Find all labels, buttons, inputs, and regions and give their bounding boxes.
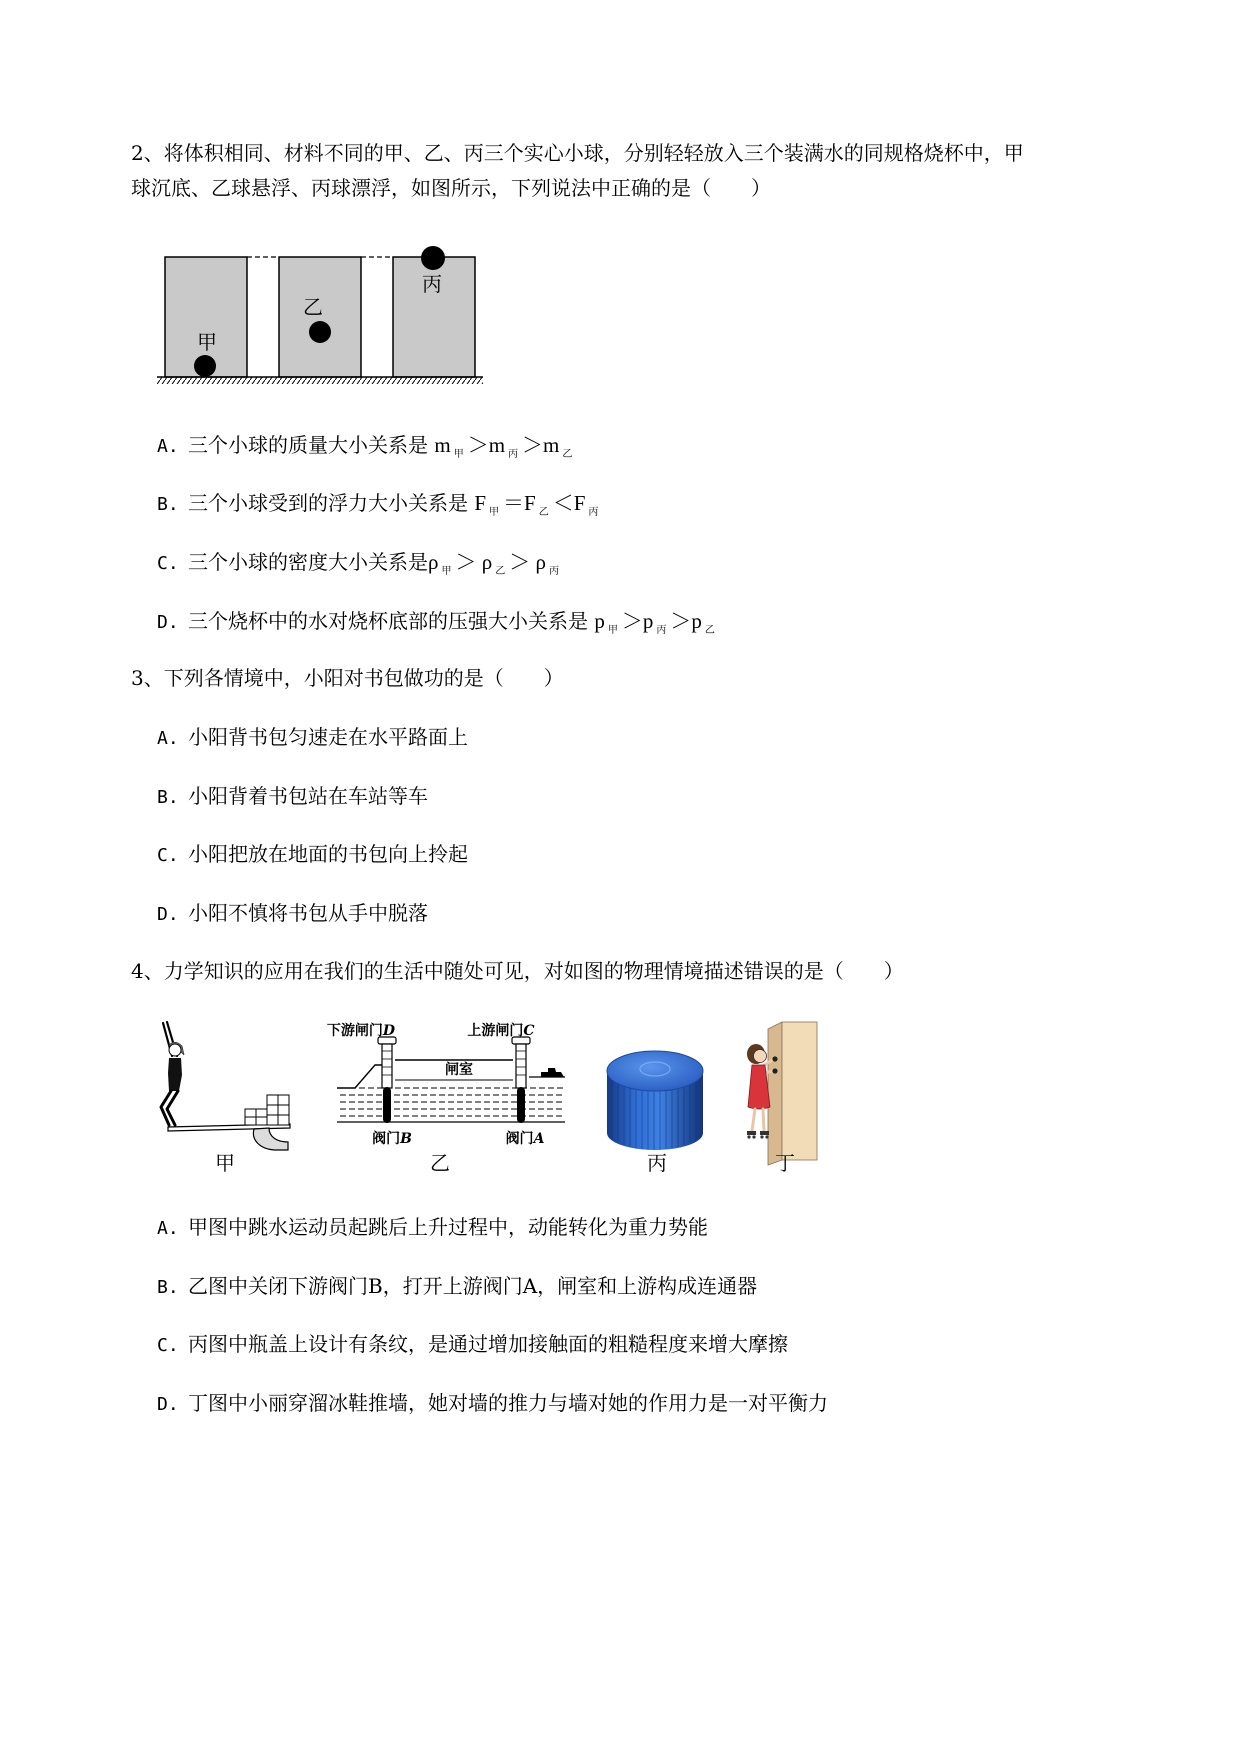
option-letter: C.	[157, 845, 179, 866]
q3-option-b	[157, 784, 428, 810]
label-valve-b	[372, 1130, 412, 1147]
formula-subscript: 丙	[508, 449, 519, 460]
option-letter: A.	[157, 436, 179, 457]
q3-option-d	[157, 901, 428, 927]
downstream-bank	[337, 1065, 383, 1088]
option-letter: A.	[157, 728, 179, 749]
ball-jia	[194, 355, 216, 377]
label-text: 下游闸门	[326, 1023, 383, 1039]
formula-term: ＜F	[552, 491, 586, 515]
stand-blocks	[245, 1095, 289, 1125]
label-chamber: 闸室	[445, 1062, 473, 1078]
q4-option-d	[157, 1391, 828, 1417]
wall-front	[782, 1022, 817, 1160]
option-letter: A.	[157, 1218, 179, 1239]
formula-subscript: 乙	[704, 625, 715, 636]
option-letter: D.	[157, 904, 179, 925]
formula-term: m	[434, 433, 451, 457]
option-text: 小阳背着书包站在车站等车	[188, 784, 428, 808]
formula-term: p	[594, 609, 605, 633]
option-letter: C.	[157, 553, 179, 574]
q2-option-c	[157, 550, 563, 579]
formula-term: ＞ ρ	[509, 550, 546, 574]
ground-hatching	[157, 377, 483, 384]
cap-top	[607, 1051, 703, 1091]
option-text: 丙图中瓶盖上设计有条纹，是通过增加接触面的粗糙程度来增大摩擦	[188, 1332, 788, 1356]
q3-option-c	[157, 842, 468, 868]
formula-subscript: 甲	[607, 625, 618, 636]
option-letter: B.	[157, 1277, 179, 1298]
option-text: 丁图中小丽穿溜冰鞋推墙，她对墙的推力与墙对她的作用力是一对平衡力	[188, 1391, 828, 1415]
panel-label-jia: 甲	[215, 1151, 235, 1175]
formula-subscript: 丙	[656, 625, 667, 636]
label-upstream-gate	[467, 1022, 534, 1039]
label-text: 上游闸门	[467, 1023, 524, 1039]
formula-subscript: 甲	[453, 449, 464, 460]
ball-yi	[309, 321, 331, 343]
ball-label-bing: 丙	[422, 272, 442, 296]
panel-yi-ship-lock	[327, 1022, 565, 1175]
option-text: 甲图中跳水运动员起跳后上升过程中，动能转化为重力势能	[188, 1215, 708, 1239]
springboard-fulcrum	[253, 1128, 288, 1150]
option-letter: D.	[157, 612, 179, 633]
formula-subscript: 乙	[562, 449, 573, 460]
option-text: 小阳背书包匀速走在水平路面上	[188, 725, 468, 749]
valve-a-bar	[517, 1087, 525, 1123]
label-text: 阀门	[505, 1131, 534, 1147]
panel-label-yi: 乙	[430, 1151, 450, 1175]
formula-term: ＞ ρ	[455, 550, 493, 574]
q4-stem: 4、力学知识的应用在我们的生活中随处可见，对如图的物理情境描述错误的是（ ）	[131, 959, 904, 983]
formula-subscript: 乙	[495, 566, 506, 577]
option-letter: D.	[157, 1394, 179, 1415]
ship	[541, 1068, 564, 1077]
label-downstream-gate	[327, 1022, 396, 1039]
q4-option-a	[157, 1215, 708, 1241]
label-letter: B	[400, 1131, 412, 1147]
gate-d	[378, 1037, 396, 1123]
option-text: 三个小球的质量大小关系是	[188, 433, 435, 457]
q4-figure-panels	[150, 1015, 840, 1185]
option-text: 乙图中关闭下游阀门B，打开上游阀门A，闸室和上游构成连通器	[188, 1274, 758, 1298]
formula-subscript: 乙	[538, 507, 549, 518]
option-text: 小阳把放在地面的书包向上拎起	[188, 842, 468, 866]
option-text: 小阳不慎将书包从手中脱落	[188, 901, 428, 925]
formula-subscript: 甲	[441, 566, 452, 577]
formula-term: ＞m	[522, 433, 560, 457]
wall-side	[768, 1022, 782, 1165]
formula-term: ＞p	[670, 609, 702, 633]
label-letter: C	[523, 1023, 535, 1039]
panel-jia-diver	[161, 1022, 290, 1175]
formula-term: ρ	[428, 550, 439, 574]
panel-label-ding: 丁	[775, 1151, 795, 1175]
ball-bing	[421, 246, 445, 270]
formula-subscript: 甲	[489, 507, 500, 518]
option-text: 三个小球受到的浮力大小关系是	[188, 491, 475, 515]
formula-term: ＞p	[621, 609, 654, 633]
q2-figure-beakers	[150, 240, 490, 390]
diver	[161, 1022, 184, 1125]
ball-label-yi: 乙	[303, 295, 323, 319]
q3-stem: 3、下列各情境中，小阳对书包做功的是（ ）	[131, 666, 564, 690]
q4-option-c	[157, 1332, 788, 1358]
label-valve-a	[506, 1130, 545, 1147]
option-letter: B.	[157, 494, 179, 515]
label-letter: D	[382, 1023, 396, 1039]
q3-option-a	[157, 725, 468, 751]
formula-term: ＝F	[503, 491, 536, 515]
panel-label-bing: 丙	[647, 1151, 667, 1175]
gate-c	[512, 1037, 530, 1123]
valve-b-bar	[383, 1087, 391, 1123]
label-letter: A	[533, 1131, 545, 1147]
option-text: 三个小球的密度大小关系是	[188, 550, 428, 574]
option-letter: C.	[157, 1335, 179, 1356]
q2-option-d	[157, 609, 719, 638]
q2-stem-line-1: 2、将体积相同、材料不同的甲、乙、丙三个实心小球，分别轻轻放入三个装满水的同规格烧杯中，甲	[131, 141, 1024, 165]
formula-term: F	[474, 491, 487, 515]
q2-stem-line-2: 球沉底、乙球悬浮、丙球漂浮，如图所示，下列说法中正确的是（ ）	[131, 176, 771, 200]
panel-bing-bottle-cap	[607, 1051, 703, 1175]
panel-ding-girl-pushing-wall	[747, 1022, 817, 1175]
lock-water	[340, 1088, 565, 1116]
ball-label-jia: 甲	[197, 330, 217, 354]
q2-option-a	[157, 433, 576, 462]
label-text: 阀门	[372, 1131, 401, 1147]
option-text: 三个烧杯中的水对烧杯底部的压强大小关系是	[188, 609, 595, 633]
option-letter: B.	[157, 787, 179, 808]
formula-term: ＞m	[467, 433, 506, 457]
q2-option-b	[157, 491, 602, 520]
q4-option-b	[157, 1274, 757, 1300]
formula-subscript: 丙	[548, 566, 559, 577]
formula-subscript: 丙	[588, 507, 599, 518]
